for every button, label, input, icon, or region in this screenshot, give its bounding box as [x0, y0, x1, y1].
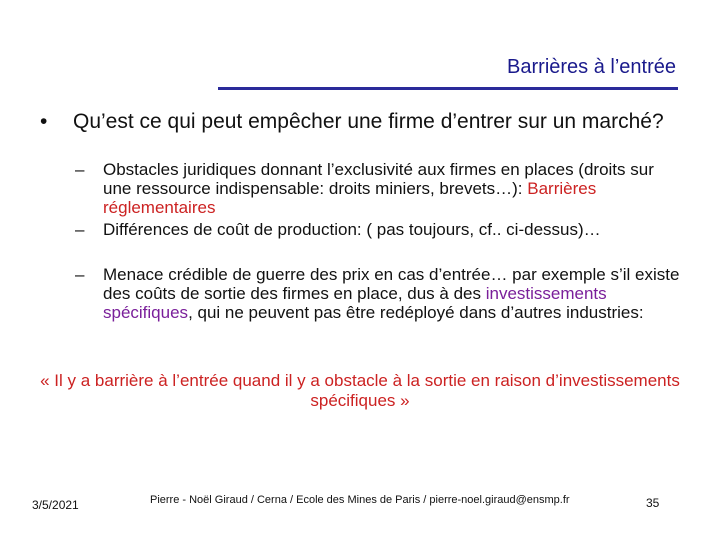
footer-date: 3/5/2021 [32, 498, 79, 512]
sub-bullet-text: Différences de coût de production: ( pas toujours, cf.. ci-dessus)… [103, 220, 601, 239]
sub-bullet-marker: – [75, 265, 85, 284]
sub-bullet-text: Obstacles juridiques donnant l’exclusivité aux firmes en places (droits sur une ressource indispensable: droits miniers, brevets…): [103, 160, 654, 198]
main-bullet-text: Qu’est ce qui peut empêcher une firme d’entrer sur un marché? [73, 110, 664, 133]
page-number: 35 [646, 496, 660, 510]
sub-bullet-text: Menace crédible de guerre des prix en cas d’entrée… par exemple s’il existe des coûts de sortie des firmes en place, dus à des [103, 265, 680, 303]
bullet-marker: • [40, 110, 48, 133]
footer-author: Pierre - Noël Giraud / Cerna / Ecole des Mines de Paris / pierre-noel.giraud@ensmp.fr [150, 494, 570, 506]
slide-title: Barrières à l’entrée [507, 56, 676, 78]
quote-text: « Il y a barrière à l’entrée quand il y a obstacle à la sortie en raison d’investissements spécifiques » [40, 371, 680, 410]
sub-bullet-marker: – [75, 220, 85, 239]
highlight-investissements-specifiques: investissements spécifiques [103, 284, 607, 322]
sub-bullet-marker: – [75, 160, 85, 179]
sub-bullet-3 [75, 265, 685, 322]
sub-bullet-1 [75, 160, 685, 217]
sub-bullet-2 [75, 220, 685, 239]
highlight-barrieres-reglementaires: Barrières réglementaires [103, 179, 597, 217]
title-underline [218, 87, 678, 90]
sub-bullet-text-after: , qui ne peuvent pas être redéployé dans d’autres industries: [188, 303, 644, 322]
main-bullet [40, 110, 680, 133]
